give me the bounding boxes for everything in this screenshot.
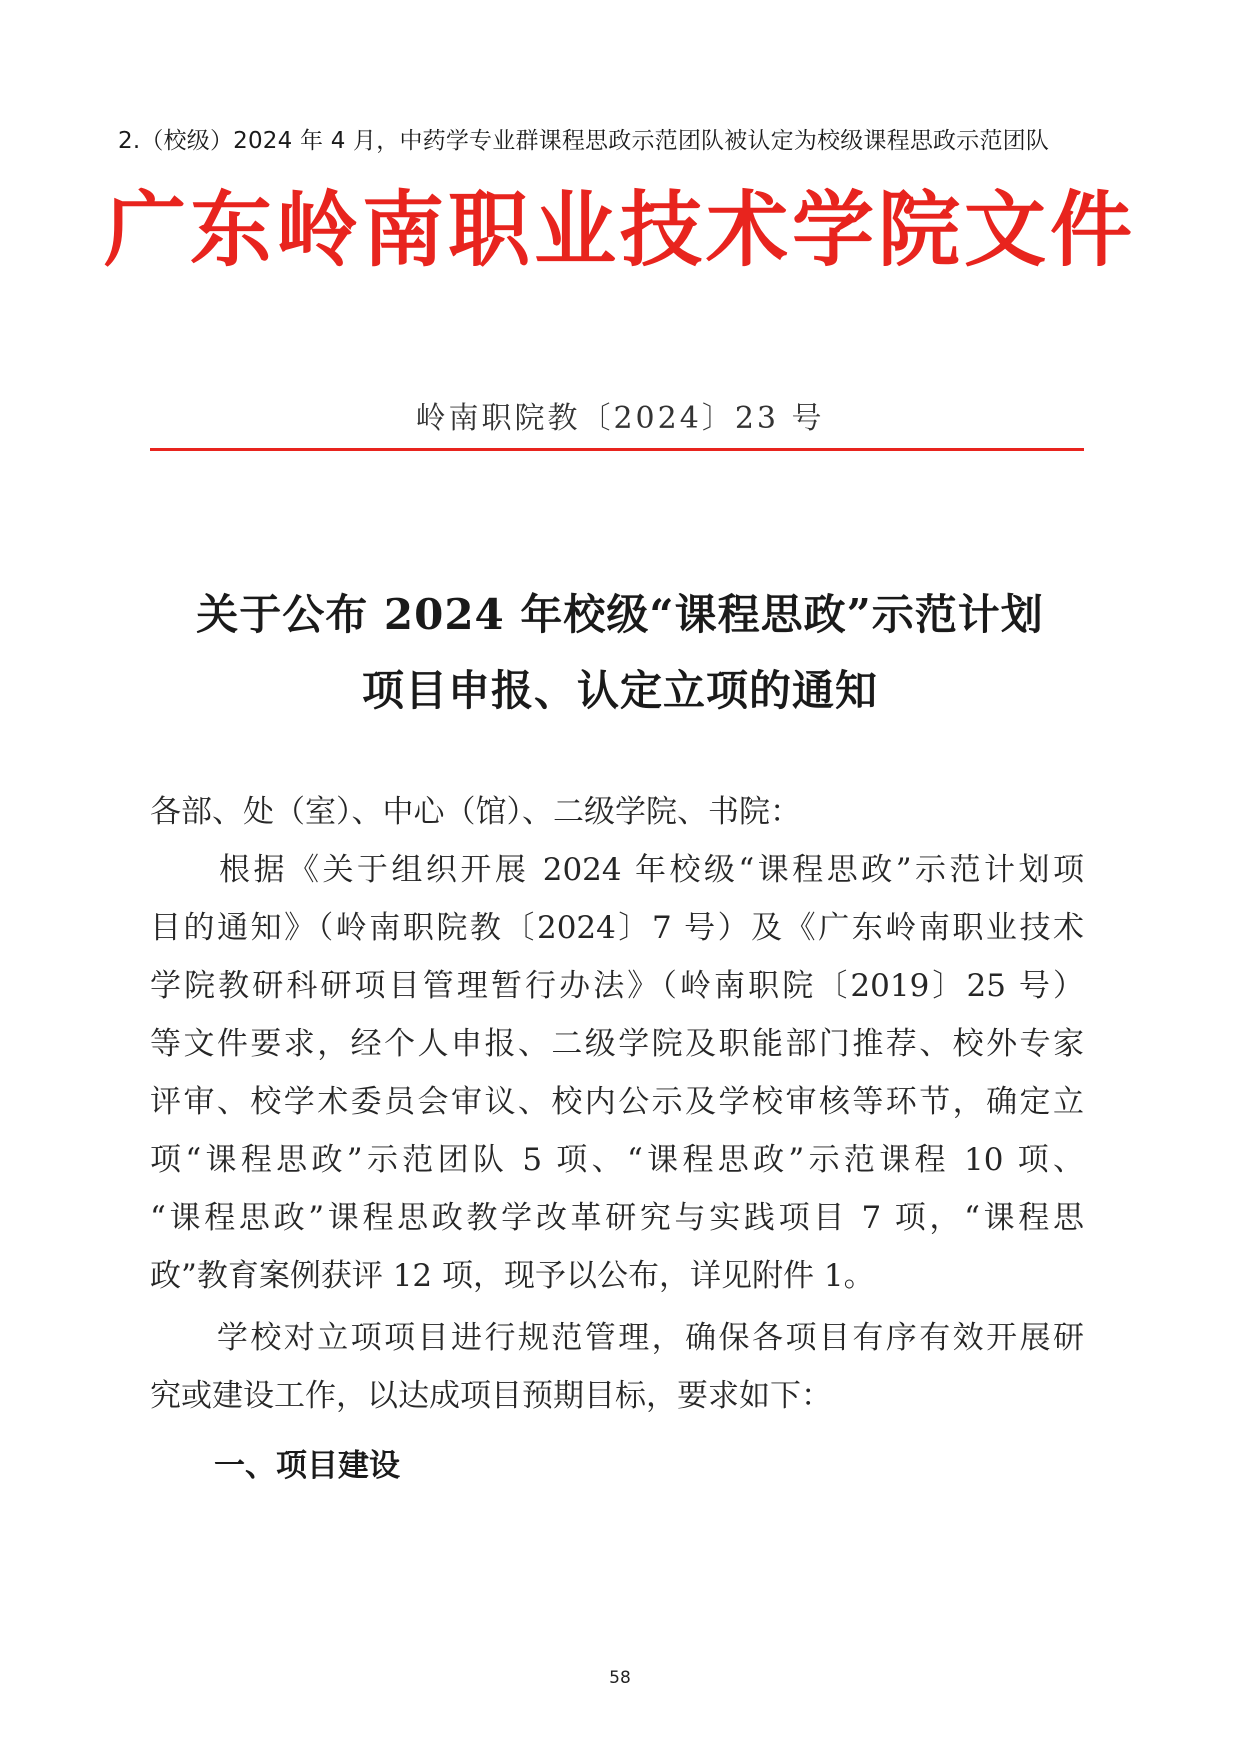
document-number: 岭南职院教〔2024〕23 号 — [415, 401, 825, 436]
page-number: 58 — [609, 1668, 631, 1688]
section-heading: 一、项目建设 — [214, 1448, 400, 1484]
paragraph-1-line: “课程思政”课程思政教学改革研究与实践项目 7 项，“课程思 — [150, 1200, 1084, 1236]
paragraph-1-line: 政”教育案例获评 12 项，现予以公布，详见附件 1。 — [150, 1258, 875, 1294]
document-masthead: 广东岭南职业技术学院文件 — [103, 182, 1136, 278]
paragraph-1-line: 评审、校学术委员会审议、校内公示及学校审核等环节，确定立 — [150, 1084, 1084, 1120]
paragraph-2-line: 究或建设工作，以达成项目预期目标，要求如下： — [150, 1378, 832, 1414]
notice-title-line-1: 关于公布 2024 年校级“课程思政”示范计划 — [196, 590, 1044, 639]
paragraph-1-line: 等文件要求，经个人申报、二级学院及职能部门推荐、校外专家 — [150, 1026, 1084, 1062]
salutation: 各部、处（室）、中心（馆）、二级学院、书院： — [150, 794, 801, 830]
paragraph-1-line: 项“课程思政”示范团队 5 项、“课程思政”示范课程 10 项、 — [150, 1142, 1084, 1178]
paragraph-1-line: 目的通知》（岭南职院教〔2024〕7 号）及《广东岭南职业技术 — [150, 910, 1084, 946]
page-caption: 2.（校级）2024 年 4 月，中药学专业群课程思政示范团队被认定为校级课程思政示范团队 — [118, 128, 1050, 154]
paragraph-2-line: 学校对立项项目进行规范管理，确保各项目有序有效开展研 — [150, 1320, 1084, 1356]
paragraph-1-line: 根据《关于组织开展 2024 年校级“课程思政”示范计划项 — [150, 852, 1084, 888]
notice-title-line-2: 项目申报、认定立项的通知 — [361, 666, 878, 715]
red-divider-line — [150, 448, 1084, 451]
paragraph-1-line: 学院教研科研项目管理暂行办法》（岭南职院〔2019〕25 号） — [150, 968, 1084, 1004]
